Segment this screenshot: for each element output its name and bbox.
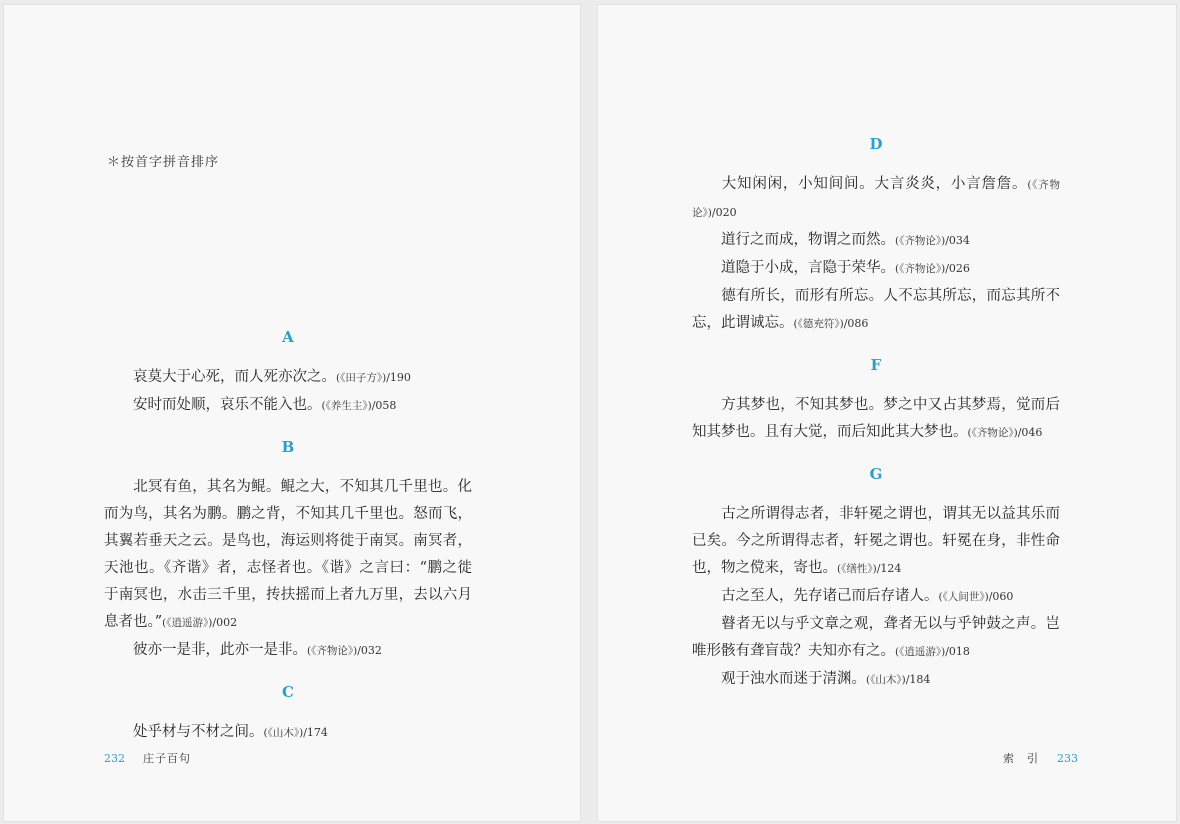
index-entry xyxy=(104,392,472,420)
entry-page-number: /058 xyxy=(371,399,397,412)
index-entry xyxy=(104,364,472,392)
entry-source-chapter: (《齐物论》) xyxy=(895,263,946,275)
entry-quote: 彼亦一是非，此亦一是非。 xyxy=(133,642,307,658)
entry-source-chapter: (《德充符》) xyxy=(793,318,844,330)
entry-quote: 北冥有鱼，其名为鲲。鲲之大，不知其几千里也。化而为鸟，其名为鹏。鹏之背，不知其几千里也。怒而飞，其翼若垂天之云。是鸟也，海运则将徙于南冥。南冥者，天池也。《齐谐》者，志怪者也。《谐》之言曰：“鹏之徙于南冥也，水击三千里，抟扶摇而上者九万里，去以六月息者也。” xyxy=(104,479,472,630)
entry-page-number: /018 xyxy=(945,645,970,658)
entry-quote: 哀莫大于心死，而人死亦次之。 xyxy=(133,369,336,385)
index-entry xyxy=(692,283,1060,338)
entry-quote: 古之所谓得志者，非轩冕之谓也，谓其无以益其乐而已矣。今之所谓得志者，轩冕之谓也。轩冕在身，非性命也，物之傥来，寄也。 xyxy=(692,506,1060,576)
entry-page-number: /002 xyxy=(212,616,238,629)
entry-quote: 观于浊水而迷于清渊。 xyxy=(721,671,866,687)
entry-page-number: /026 xyxy=(945,262,970,275)
index-letter-heading: C xyxy=(282,683,294,701)
right-footer xyxy=(1003,750,1078,766)
page-number: 233 xyxy=(1057,752,1078,765)
left-page xyxy=(3,4,581,822)
entry-quote: 瞽者无以与乎文章之观，聋者无以与乎钟鼓之声。岂唯形骸有聋盲哉？夫知亦有之。 xyxy=(692,616,1060,659)
entry-quote: 安时而处顺，哀乐不能入也。 xyxy=(133,397,322,413)
index-letter-heading: D xyxy=(869,135,883,153)
section-title: 索 引 xyxy=(1003,752,1039,765)
index-entry xyxy=(104,474,472,637)
index-letter-heading: B xyxy=(281,438,295,456)
entry-source-chapter: (《山木》) xyxy=(263,727,304,739)
entry-source-chapter: (《田子方》) xyxy=(336,372,387,384)
index-entry xyxy=(692,666,1060,694)
sort-note: ＊按首字拼音排序 xyxy=(107,155,220,170)
entry-page-number: /020 xyxy=(711,206,737,219)
entry-page-number: /086 xyxy=(843,317,869,330)
index-letter-heading: A xyxy=(282,328,294,346)
entry-quote: 道行之而成，物谓之而然。 xyxy=(721,232,895,248)
entry-source-chapter: (《齐物论》) xyxy=(307,645,358,657)
entry-quote: 道隐于小成，言隐于荣华。 xyxy=(721,260,895,276)
entry-source-chapter: (《人间世》) xyxy=(938,591,989,603)
entry-source-chapter: (《山木》) xyxy=(866,674,906,686)
index-letter-heading: G xyxy=(869,465,883,483)
index-entry xyxy=(104,719,472,747)
entry-page-number: /046 xyxy=(1017,426,1043,439)
index-entry xyxy=(692,255,1060,283)
index-entry xyxy=(692,392,1060,447)
index-entry xyxy=(692,611,1060,666)
entry-source-chapter: (《齐物论》) xyxy=(895,235,946,247)
left-index-column xyxy=(104,327,472,747)
entry-source-chapter: (《养生主》) xyxy=(321,400,372,412)
index-entry xyxy=(104,637,472,665)
left-footer xyxy=(104,750,191,766)
index-entry xyxy=(692,501,1060,583)
entry-page-number: /124 xyxy=(876,562,902,575)
entry-page-number: /174 xyxy=(303,726,328,739)
entry-source-chapter: (《逍遥游》) xyxy=(162,617,213,629)
entry-page-number: /034 xyxy=(945,234,970,247)
book-title: 庄子百句 xyxy=(143,752,191,765)
entry-page-number: /184 xyxy=(905,673,931,686)
index-entry xyxy=(692,583,1060,611)
entry-quote: 大知闲闲，小知间间。大言炎炎，小言詹詹。 xyxy=(721,176,1028,192)
right-page xyxy=(597,4,1177,822)
entry-source-chapter: (《逍遥游》) xyxy=(895,646,946,658)
entry-quote: 德有所长，而形有所忘。人不忘其所忘，而忘其所不忘，此谓诚忘。 xyxy=(692,288,1060,331)
entry-source-chapter: (《缮性》) xyxy=(837,563,877,575)
entry-page-number: /190 xyxy=(386,371,411,384)
index-letter-heading: F xyxy=(870,356,882,374)
index-entry xyxy=(692,227,1060,255)
entry-quote: 处乎材与不材之间。 xyxy=(133,724,264,740)
entry-quote: 方其梦也，不知其梦也。梦之中又占其梦焉，觉而后知其梦也。且有大觉，而后知此其大梦也。 xyxy=(692,397,1060,440)
entry-source-chapter: (《齐物论》) xyxy=(692,179,1060,219)
entry-page-number: /032 xyxy=(357,644,382,657)
entry-source-chapter: (《齐物论》) xyxy=(967,427,1018,439)
page-number: 232 xyxy=(104,752,125,765)
entry-page-number: /060 xyxy=(988,590,1014,603)
index-entry xyxy=(692,171,1060,227)
entry-quote: 古之至人，先存诸己而后存诸人。 xyxy=(721,588,939,604)
right-index-column xyxy=(692,134,1060,694)
